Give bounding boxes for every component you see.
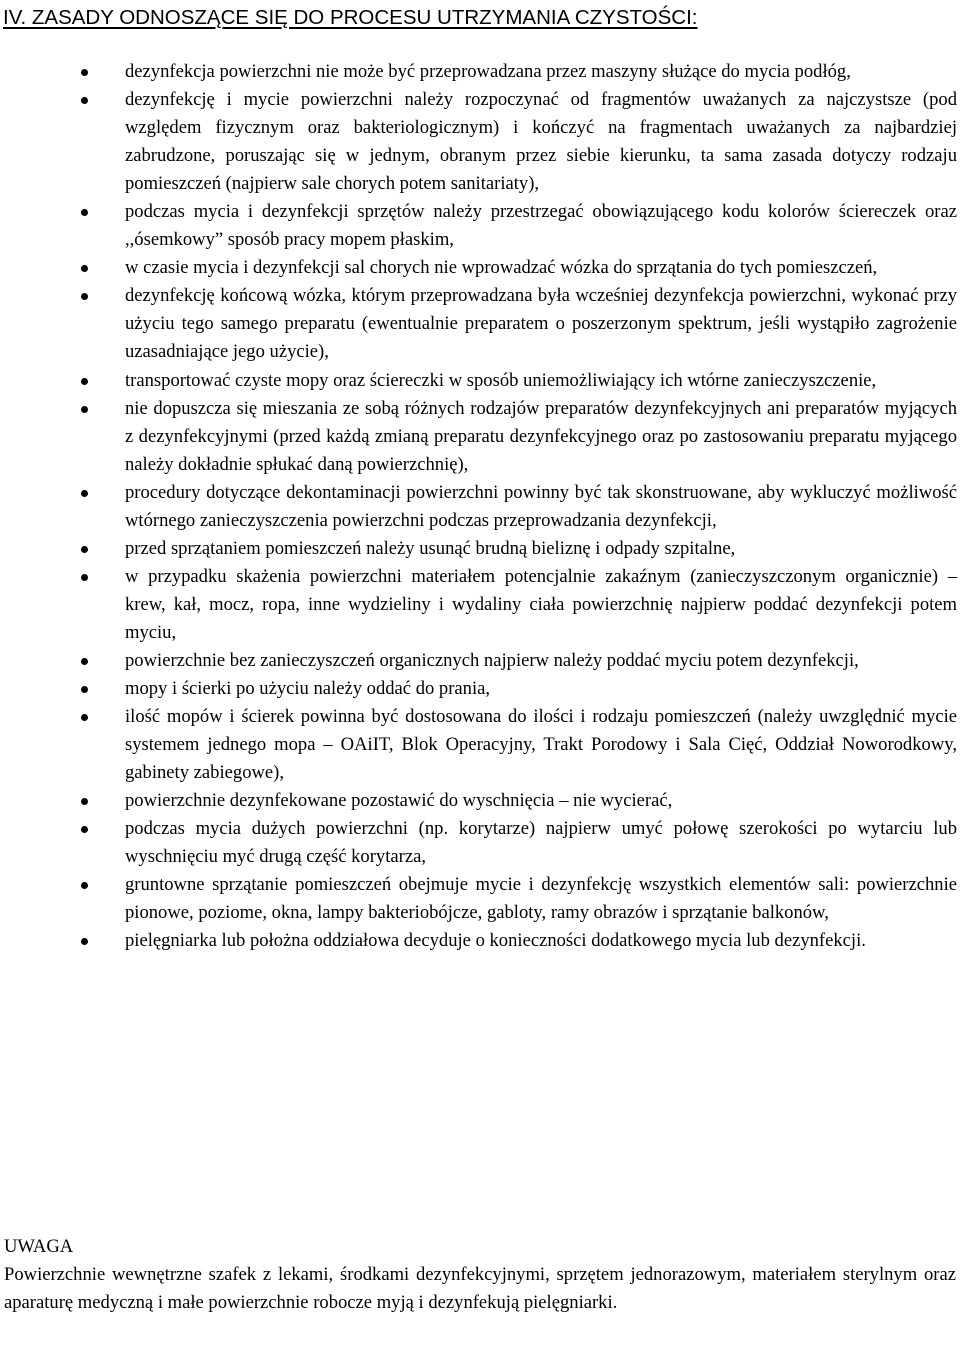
list-item-text: przed sprzątaniem pomieszczeń należy usunąć brudną bieliznę i odpady szpitalne, <box>125 537 736 559</box>
list-item-text: dezynfekcję i mycie powierzchni należy rozpoczynać od fragmentów uważanych za najczystsze (pod względem fizycznym oraz bakteriologicznym) i kończyć na fragmentach uważanych za najbardziej zabrudzone, poruszając się w jednym, obranym przez siebie kierunku, ta sama zasada dotyczy rodzaju pomieszczeń (najpierw sale chorych potem sanitariaty), <box>125 89 957 195</box>
list-item <box>0 563 957 647</box>
bullet-icon <box>81 406 88 413</box>
list-item-text: nie dopuszcza się mieszania ze sobą różnych rodzajów preparatów dezynfekcyjnych ani preparatów myjących z dezynfekcyjnymi (przed każdą zmianą preparatu dezynfekcyjnego oraz po zastosowaniu preparatu myjącego należy dokładnie spłukać daną powierzchnię), <box>125 397 957 475</box>
bullet-icon <box>81 69 88 76</box>
bullet-icon <box>81 490 88 497</box>
bullet-icon <box>81 938 88 945</box>
list-item <box>0 282 957 366</box>
list-item-text: ilość mopów i ścierek powinna być dostosowana do ilości i rodzaju pomieszczeń (należy uwzględnić mycie systemem jednego mopa – OAiIT, Blok Operacyjny, Trakt Porodowy i Sala Cięć, Oddział Noworodkowy, gabinety zabiegowe), <box>125 706 957 784</box>
note-block <box>4 1233 956 1317</box>
list-item-text: pielęgniarka lub położna oddziałowa decyduje o konieczności dodatkowego mycia lub dezynfekcji. <box>125 930 866 952</box>
list-item <box>0 703 957 787</box>
note-title: UWAGA <box>4 1236 74 1257</box>
list-item <box>0 254 957 282</box>
bullet-icon <box>81 882 88 889</box>
rules-list <box>0 58 960 956</box>
list-item-text: transportować czyste mopy oraz ściereczki w sposób uniemożliwiający ich wtórne zanieczyszczenie, <box>125 369 877 391</box>
bullet-icon <box>81 714 88 721</box>
list-item <box>0 815 957 871</box>
note-body: Powierzchnie wewnętrzne szafek z lekami, środkami dezynfekcyjnymi, sprzętem jednorazowym, materiałem sterylnym oraz aparaturę medyczną i małe powierzchnie robocze myją i dezynfekują pielęgniarki. <box>4 1264 956 1313</box>
list-item <box>0 58 957 86</box>
list-item <box>0 675 957 703</box>
bullet-icon <box>81 686 88 693</box>
list-item-text: gruntowne sprzątanie pomieszczeń obejmuje mycie i dezynfekcję wszystkich elementów sali: powierzchnie pionowe, poziome, okna, lampy bakteriobójcze, gabloty, ramy obrazów i sprzątanie balkonów, <box>125 874 957 924</box>
bullet-icon <box>81 293 88 300</box>
bullet-icon <box>81 378 88 385</box>
list-item <box>0 647 957 675</box>
bullet-icon <box>81 798 88 805</box>
list-item-text: podczas mycia i dezynfekcji sprzętów należy przestrzegać obowiązującego kodu kolorów ściereczek oraz ,,ósemkowy” sposób pracy mopem płaskim, <box>125 201 957 251</box>
list-item <box>0 367 957 395</box>
list-item-text: mopy i ścierki po użyciu należy oddać do prania, <box>125 678 491 700</box>
bullet-icon <box>81 546 88 553</box>
list-item-text: procedury dotyczące dekontaminacji powierzchni powinny być tak skonstruowane, aby wykluczyć możliwość wtórnego zanieczyszczenia powierzchni podczas przeprowadzania dezynfekcji, <box>125 481 957 531</box>
bullet-icon <box>81 97 88 104</box>
list-item <box>0 198 957 254</box>
section-heading: IV. ZASADY ODNOSZĄCE SIĘ DO PROCESU UTRZYMANIA CZYSTOŚCI: <box>3 6 698 29</box>
list-item <box>0 927 957 955</box>
bullet-icon <box>81 265 88 272</box>
list-item <box>0 479 957 535</box>
list-item <box>0 535 957 563</box>
list-item-text: powierzchnie dezynfekowane pozostawić do wyschnięcia – nie wycierać, <box>125 790 673 812</box>
list-item-text: dezynfekcja powierzchni nie może być przeprowadzana przez maszyny służące do mycia podłóg, <box>125 61 851 82</box>
list-item <box>0 871 957 927</box>
list-item <box>0 395 957 479</box>
list-item-text: powierzchnie bez zanieczyszczeń organicznych najpierw należy poddać myciu potem dezynfekcji, <box>125 649 859 671</box>
bullet-icon <box>81 574 88 581</box>
bullet-icon <box>81 209 88 216</box>
list-item-text: dezynfekcję końcową wózka, którym przeprowadzana była wcześniej dezynfekcja powierzchni, wykonać przy użyciu tego samego preparatu (ewentualnie preparatem o poszerzonym spektrum, jeśli wystąpiło zagrożenie uzasadniające jego użycie), <box>125 285 957 363</box>
list-item <box>0 787 957 815</box>
bullet-icon <box>81 658 88 665</box>
list-item-text: podczas mycia dużych powierzchni (np. korytarze) najpierw umyć połowę szerokości po wytarciu lub wyschnięciu myć drugą część korytarza, <box>125 818 957 868</box>
list-item-text: w przypadku skażenia powierzchni materiałem potencjalnie zakaźnym (zanieczyszczonym organicznie) – krew, kał, mocz, ropa, inne wydzieliny i wydaliny ciała powierzchnię najpierw poddać dezynfekcji potem myciu, <box>125 565 957 643</box>
list-item-text: w czasie mycia i dezynfekcji sal chorych nie wprowadzać wózka do sprzątania do tych pomieszczeń, <box>125 257 878 279</box>
bullet-icon <box>81 826 88 833</box>
list-item <box>0 86 957 198</box>
